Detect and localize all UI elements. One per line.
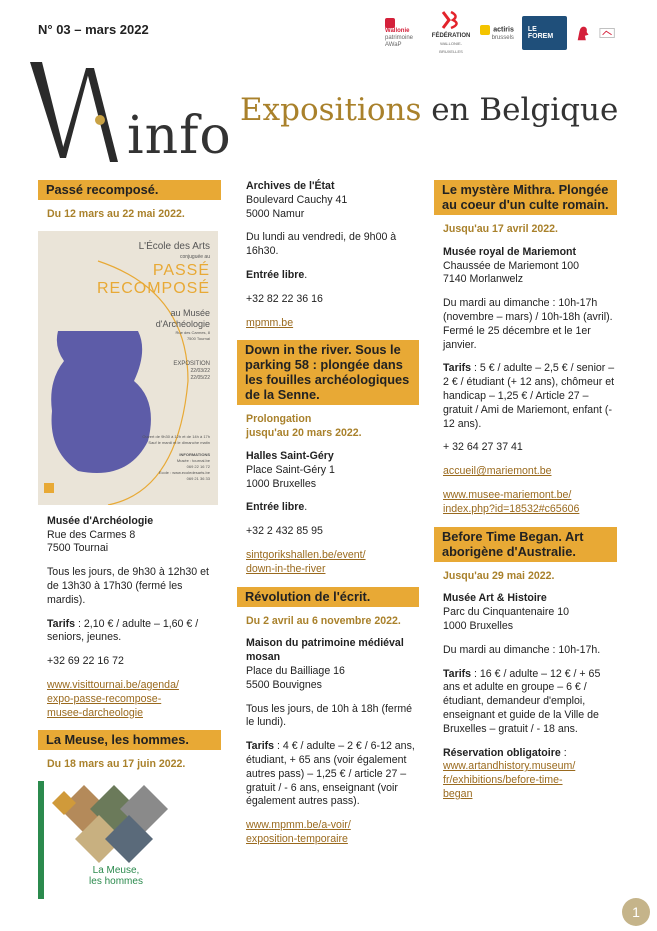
actiris-sub: brussels [491, 34, 514, 41]
awap-text: AWaP [385, 41, 402, 48]
column-right: Le mystère Mithra. Plongée au coeur d'un culte romain. Jusqu'au 17 avril 2022. Musée royal de Mariemont Chaussée de Mariemont 100 7140 Morlanwelz Du mardi au dimanche : 10h-17h (novembre – mars) / 10h-18h (avril). Fermé le 25 décembre et le 1er janvier. Tarifs : 5 € / adulte – 2,5 € / senior – 2 € / étudiant (+ 12 ans), chômeur et handicap – 1,25 € / Article 27 – gratuit / Ami de Mariemont, enfant (- 12 ans). + 32 64 27 37 41 accueil@mariemont.be www.musee-mariemont.be/ index.php?id=18532#c65606 Before Time Began. Art aborigène d'Australie. Jusqu'au 29 mai 2022. Musée Art & Histoire Parc du Cinquantenaire 10 1000 Bruxelles Du mardi au dimanche : 10h-17h. Tarifs : 16 € / adulte – 12 € / + 65 ans et adulte en groupe – 6 € / étudiant, demandeur d'emploi, enseignant et guide de la Ville de Bruxelles – gratuit / - 18 ans. Réservation obligatoire : www.artandhistory.museum/ fr/exhibitions/before-time- began [434, 180, 617, 812]
maison-link-line2[interactable]: exposition-temporaire [246, 832, 348, 845]
mariemont-phone: + 32 64 27 37 41 [443, 441, 523, 454]
art-histoire-link-line3[interactable]: began [443, 787, 473, 800]
mariemont-tarifs-label: Tarifs [443, 362, 472, 375]
column-left [38, 180, 221, 899]
exhibit-dates-meuse: Du 18 mars au 17 juin 2022. [47, 758, 186, 771]
poster-meuse-title2: les hommes [89, 876, 143, 888]
section-title-mithra: Le mystère Mithra. Plongée au coeur d'un culte romain. [434, 180, 617, 215]
federation-text: FÉDÉRATION [431, 33, 471, 39]
maison-address1: Place du Bailliage 16 [246, 664, 345, 677]
poster-info2: Sauf le mardi et le dimanche matin [148, 439, 210, 445]
tarifs-text: : 2,10 € / adulte – 1,60 € / seniors, jeunes. [47, 617, 199, 644]
art-histoire-link-line1[interactable]: www.artandhistory.museum/ [443, 760, 576, 773]
mariemont-hours: Du mardi au dimanche : 10h-17h (novembre – mars) / 10h-18h (avril). Fermé le 25 décembre et le 1er janvier. [443, 297, 613, 351]
art-histoire-tarifs-label: Tarifs [443, 667, 472, 680]
exhibit-dates-river [237, 413, 419, 441]
art-histoire-address1: Parc du Cinquantenaire 10 [443, 606, 570, 619]
maison-link-line1[interactable]: www.mpmm.be/a-voir/ [246, 819, 351, 832]
poster-archeologie: d'Archéologie [155, 318, 210, 329]
section-title-revolution-ecrit: Révolution de l'écrit. [237, 587, 419, 607]
halles-link-line1[interactable]: sintgorikshallen.be/event/ [246, 548, 366, 561]
poster-info4: 069 22 16 72 [186, 463, 210, 469]
archives-hours: Du lundi au vendredi, de 9h00 à 16h30. [246, 231, 397, 258]
mariemont-address1: Chaussée de Mariemont 100 [443, 259, 580, 272]
exhibit-poster-la-meuse [38, 781, 188, 899]
exhibit-poster-passe-recompose [38, 231, 218, 505]
wallonie-mark-icon [385, 18, 395, 28]
page-title [240, 92, 618, 128]
prolongation-text: Prolongation [246, 413, 312, 426]
forem-logo: LE FOREM [522, 16, 567, 50]
partner-logos [385, 14, 615, 52]
maison-tarifs [246, 740, 419, 809]
maison-tarifs-text: : 4 € / adulte – 2 € / 6-12 ans, étudiant, + 65 ans (voir également autres pass) – 1,25 € / article 27 – gratuit / - 6 ans, enseignant (voir également autres pass). [246, 740, 415, 808]
reservation-label: Réservation obligatoire [443, 746, 561, 759]
maison-address2: 5500 Bouvignes [246, 678, 322, 691]
poster-city: 7500 Tournai [186, 335, 210, 341]
poster-info6: 069 21 36 33 [186, 475, 210, 481]
mariemont-address2: 7140 Morlanwelz [443, 273, 524, 286]
federation-logo [431, 10, 472, 56]
section-title-la-meuse: La Meuse, les hommes. [38, 730, 221, 750]
halles-entry: Entrée libre [246, 501, 305, 514]
issue-number: N° 03 – mars 2022 [38, 22, 149, 37]
brand-info-text: info [127, 106, 232, 166]
page-number: 1 [622, 898, 650, 926]
poster-conj: conjuguée au [179, 253, 210, 260]
exhibit-dates: Du 12 mars au 22 mai 2022. [47, 208, 185, 220]
section-title-before-time-began: Before Time Began. Art aborigène d'Australie. [434, 527, 617, 562]
archives-address1: Boulevard Cauchy 41 [246, 193, 348, 206]
poster-info3: Musée : tournai.be [176, 457, 210, 463]
halles-link-line2[interactable]: down-in-the-river [246, 562, 326, 575]
actiris-mark-icon [480, 25, 490, 35]
opening-hours: Tous les jours, de 9h30 à 12h30 et de 13h30 à 17h30 (fermé les mardis). [47, 566, 209, 606]
exhibit-dates-mithra: Jusqu'au 17 avril 2022. [443, 223, 558, 235]
venue-address1: Rue des Carmes 8 [47, 528, 136, 541]
small-logo-icon [599, 26, 615, 40]
maison-tarifs-label: Tarifs [246, 740, 275, 753]
venue-address2: 7500 Tournai [47, 542, 109, 555]
mariemont-link-line2[interactable]: index.php?id=18532#c65606 [443, 502, 580, 515]
rooster-icon [575, 23, 591, 43]
art-histoire-tarifs [443, 668, 617, 737]
art-histoire-hours: Du mardi au dimanche : 10h-17h. [443, 643, 601, 656]
mariemont-link-line1[interactable]: www.musee-mariemont.be/ [443, 488, 572, 501]
archives-phone: +32 82 22 36 16 [246, 292, 323, 305]
archives-link[interactable]: mpmm.be [246, 316, 294, 329]
art-histoire-link-line2[interactable]: fr/exhibitions/before-time- [443, 774, 563, 787]
mariemont-tarifs [443, 362, 617, 431]
tarifs-block [47, 618, 221, 646]
art-histoire-address2: 1000 Bruxelles [443, 619, 514, 632]
mariemont-tarifs-text: : 5 € / adulte – 2,5 € / senior – 2 € / étudiant (+ 12 ans), chômeur et handicap – 1,25 € / Article 27 – gratuit / Ami de Mariemont, enfant (- 12 ans). [443, 362, 615, 430]
archives-address2: 5000 Namur [246, 207, 305, 220]
tarifs-label: Tarifs [47, 617, 76, 630]
venue-name-art-histoire: Musée Art & Histoire [443, 592, 547, 605]
poster-date-b: 22/05/22 [190, 374, 210, 381]
poster-address: Rue des Carmes, 8 [175, 329, 210, 335]
exhibit-dates-before-time: Jusqu'au 29 mai 2022. [443, 569, 555, 582]
brand-wa-logo-icon [28, 58, 120, 166]
poster-info1: Ouvert de 9h30 à 12h et de 14h à 17h [142, 433, 210, 439]
poster-info-title: INFORMATIONS [179, 451, 210, 457]
poster-passe: PASSÉ [152, 261, 210, 279]
exhibit-link[interactable] [47, 679, 221, 720]
poster-info5: Ecole : www.ecoledesarts.be [158, 469, 210, 475]
wallonie-text: Wallonie [385, 27, 410, 34]
venue-name-mariemont: Musée royal de Mariemont [443, 245, 577, 258]
halles-address2: 1000 Bruxelles [246, 477, 317, 490]
exhibit-dates-revolution: Du 2 avril au 6 novembre 2022. [246, 614, 401, 627]
actiris-logo [480, 25, 514, 42]
title-rest: en Belgique [421, 92, 619, 128]
venue-name-maison: Maison du patrimoine médiéval mosan [246, 637, 404, 664]
art-histoire-tarifs-text: : 16 € / adulte – 12 € / + 65 ans et adulte en groupe – 6 € / étudiant, demandeur d'emploi, enseignant et guide de la Ville de Bruxelles – gratuit / - 18 ans. [443, 667, 601, 735]
actiris-text: actiris [493, 26, 514, 34]
link-line1[interactable]: www.visittournai.be/agenda/ [47, 678, 179, 691]
poster-expo: EXPOSITION [173, 360, 210, 367]
phone-number: +32 69 22 16 72 [47, 655, 124, 668]
poster-school: L'École des Arts [138, 240, 210, 252]
federation-sub: WALLONIE-BRUXELLES [439, 41, 463, 54]
column-middle: Archives de l'État Boulevard Cauchy 41 5000 Namur Du lundi au vendredi, de 9h00 à 16h30. Entrée libre. +32 82 22 36 16 mpmm.be Down in the river. Sous le parking 58 : plongée dans les fouilles archéologiques de la Senne. Prolongation jusqu'au 20 mars 2022. Halles Saint-Géry Place Saint-Géry 1 1000 Bruxelles Entrée libre. +32 2 432 85 95 sintgorikshallen.be/event/ down-in-the-river Révolution de l'écrit. Du 2 avril au 6 novembre 2022. Maison du patrimoine médiéval mosan Place du Bailliage 16 5500 Bouvignes Tous les jours, de 10h à 18h (fermé le lundi). Tarifs : 4 € / adulte – 2 € / 6-12 ans, étudiant, + 65 ans (voir également autres pass) – 1,25 € / article 27 – gratuit / - 6 ans, enseignant (voir également autres pass). www.mpmm.be/a-voir/ exposition-temporaire [237, 180, 419, 857]
archives-entry: Entrée libre [246, 268, 305, 281]
until-text: jusqu'au 20 mars 2022. [246, 427, 362, 440]
wallonie-logo [385, 18, 423, 49]
section-title-down-in-the-river: Down in the river. Sous le parking 58 : plongée dans les fouilles archéologiques de la Senne. [237, 340, 419, 405]
venue-name-archives: Archives de l'État [246, 180, 335, 192]
link-line2[interactable]: expo-passe-recompose- [47, 692, 162, 705]
poster-meuse-title: La Meuse, [92, 865, 140, 877]
poster-recompose: RECOMPOSÉ [96, 279, 210, 297]
venue-name: Musée d'Archéologie [47, 514, 154, 527]
mariemont-email[interactable]: accueil@mariemont.be [443, 465, 552, 478]
section-title-passe-recompose: Passé recomposé. [38, 180, 221, 200]
venue-name-halles: Halles Saint-Géry [246, 449, 334, 462]
poster-date-a: 22/03/22 [190, 367, 210, 374]
title-highlight: Expositions [240, 92, 422, 128]
link-line3[interactable]: musee-darcheologie [47, 706, 143, 719]
halles-phone: +32 2 432 85 95 [246, 525, 323, 538]
wallonie-sub: patrimoine [385, 34, 414, 41]
halles-address1: Place Saint-Géry 1 [246, 463, 335, 476]
poster-au-musee: au Musée [170, 307, 210, 318]
maison-hours: Tous les jours, de 10h à 18h (fermé le lundi). [246, 702, 413, 729]
federation-mark-icon [439, 10, 463, 30]
